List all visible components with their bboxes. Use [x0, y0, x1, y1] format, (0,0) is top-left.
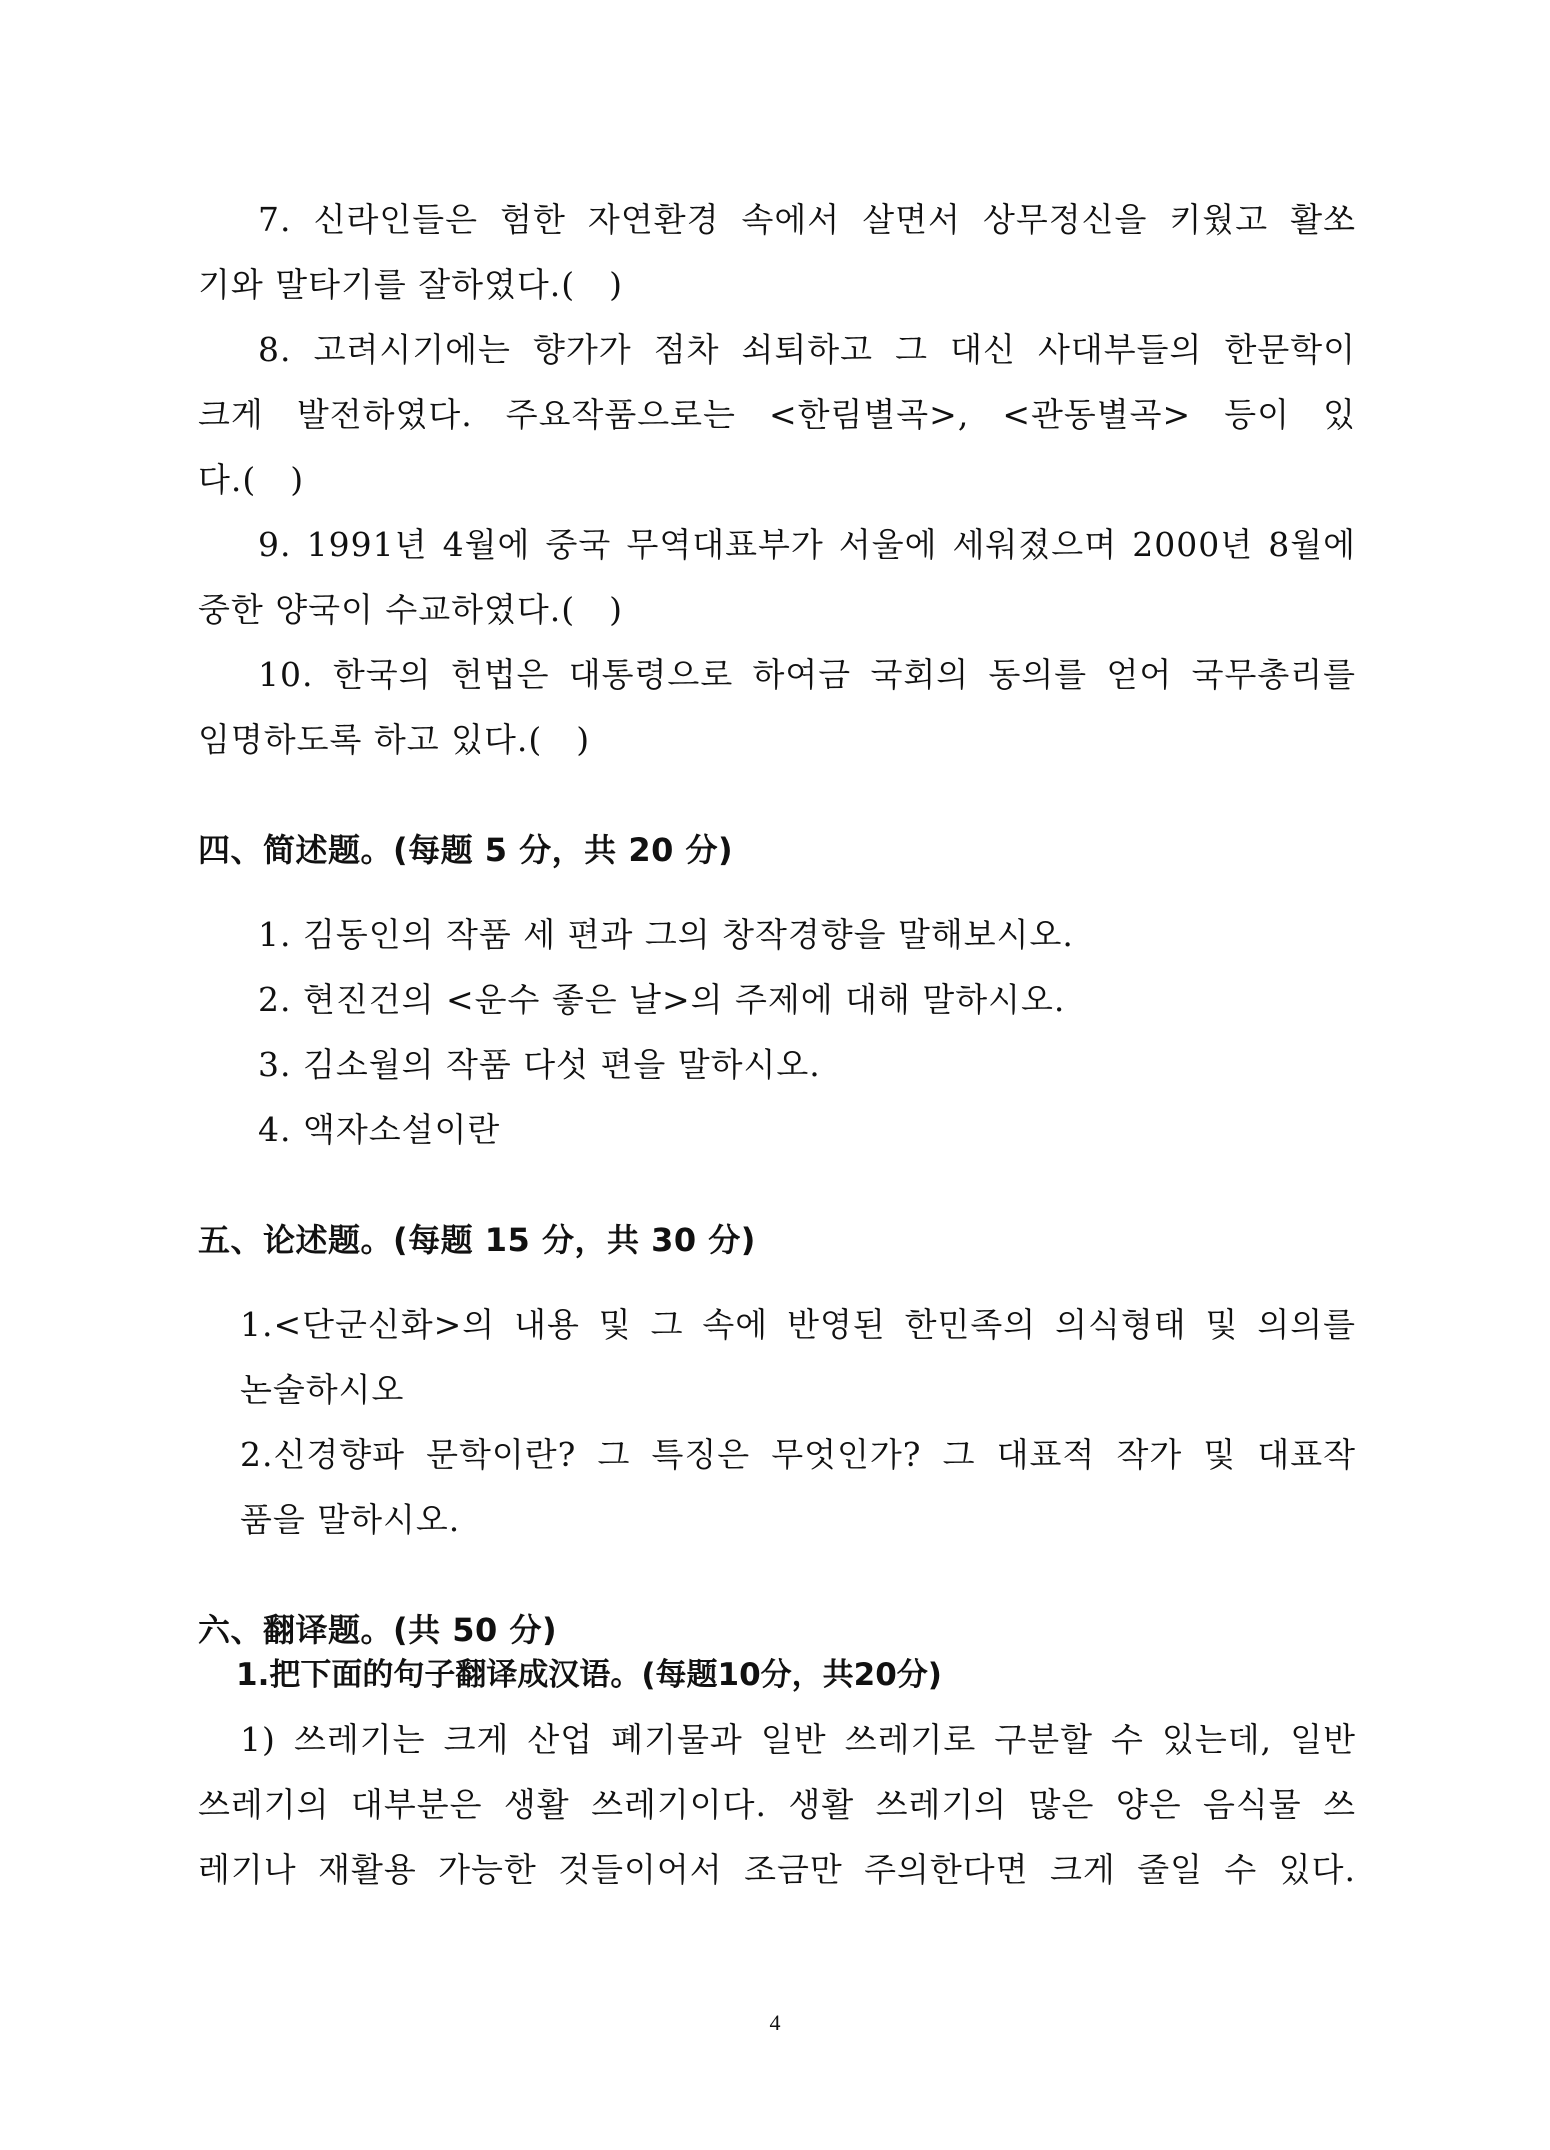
tf-item-7-line-1: 7. 신라인들은 험한 자연환경 속에서 살면서 상무정신을 키웠고 활쏘	[258, 200, 1356, 239]
section-5-heading: 五、论述题。(每题 15 分，共 30 分)	[198, 1221, 756, 1259]
section-5-question-2-line-1: 2.신경향파 문학이란? 그 특징은 무엇인가? 그 대표적 작가 및 대표작	[240, 1435, 1356, 1474]
tf-item-8-line-1: 8. 고려시기에는 향가가 점차 쇠퇴하고 그 대신 사대부들의 한문학이	[258, 330, 1356, 369]
tf-item-8-line-2: 크게 발전하였다. 주요작품으로는 <한림별곡>, <관동별곡> 등이 있	[198, 395, 1356, 434]
tf-item-9-line-2: 중한 양국이 수교하였다.( )	[198, 590, 623, 629]
section-4-question-4: 4. 액자소설이란	[258, 1110, 501, 1149]
tf-item-7-line-2: 기와 말타기를 잘하였다.( )	[198, 265, 623, 304]
tf-item-10-line-2: 임명하도록 하고 있다.( )	[198, 720, 591, 759]
section-4-heading: 四、简述题。(每题 5 分，共 20 分)	[198, 831, 734, 869]
tf-item-8-line-3: 다.( )	[198, 460, 305, 499]
translation-paragraph-line-3: 레기나 재활용 가능한 것들이어서 조금만 주의한다면 크게 줄일 수 있다.	[198, 1850, 1356, 1889]
section-4-question-3: 3. 김소월의 작품 다섯 편을 말하시오.	[258, 1045, 821, 1084]
section-4-question-2: 2. 현진건의 <운수 좋은 날>의 주제에 대해 말하시오.	[258, 980, 1066, 1019]
section-5-question-2-line-2: 품을 말하시오.	[240, 1500, 461, 1539]
section-4-question-1: 1. 김동인의 작품 세 편과 그의 창작경향을 말해보시오.	[258, 915, 1074, 954]
translation-paragraph-line-2: 쓰레기의 대부분은 생활 쓰레기이다. 생활 쓰레기의 많은 양은 음식물 쓰	[198, 1785, 1356, 1824]
tf-item-10-line-1: 10. 한국의 헌법은 대통령으로 하여금 국회의 동의를 얻어 국무총리를	[258, 655, 1356, 694]
section-6-heading: 六、翻译题。(共 50 分)	[198, 1611, 558, 1649]
translation-paragraph-line-1: 1) 쓰레기는 크게 산업 폐기물과 일반 쓰레기로 구분할 수 있는데, 일반	[240, 1720, 1356, 1759]
section-6-subheading: 1.把下面的句子翻译成汉语。(每题10分，共20分)	[236, 1657, 942, 1693]
section-5-question-1-line-1: 1.<단군신화>의 내용 및 그 속에 반영된 한민족의 의식형태 및 의의를	[240, 1305, 1356, 1344]
page-number: 4	[769, 2010, 781, 2035]
section-5-question-1-line-2: 논술하시오	[240, 1370, 405, 1409]
tf-item-9-line-1: 9. 1991년 4월에 중국 무역대표부가 서울에 세워졌으며 2000년 8월에	[258, 525, 1356, 564]
